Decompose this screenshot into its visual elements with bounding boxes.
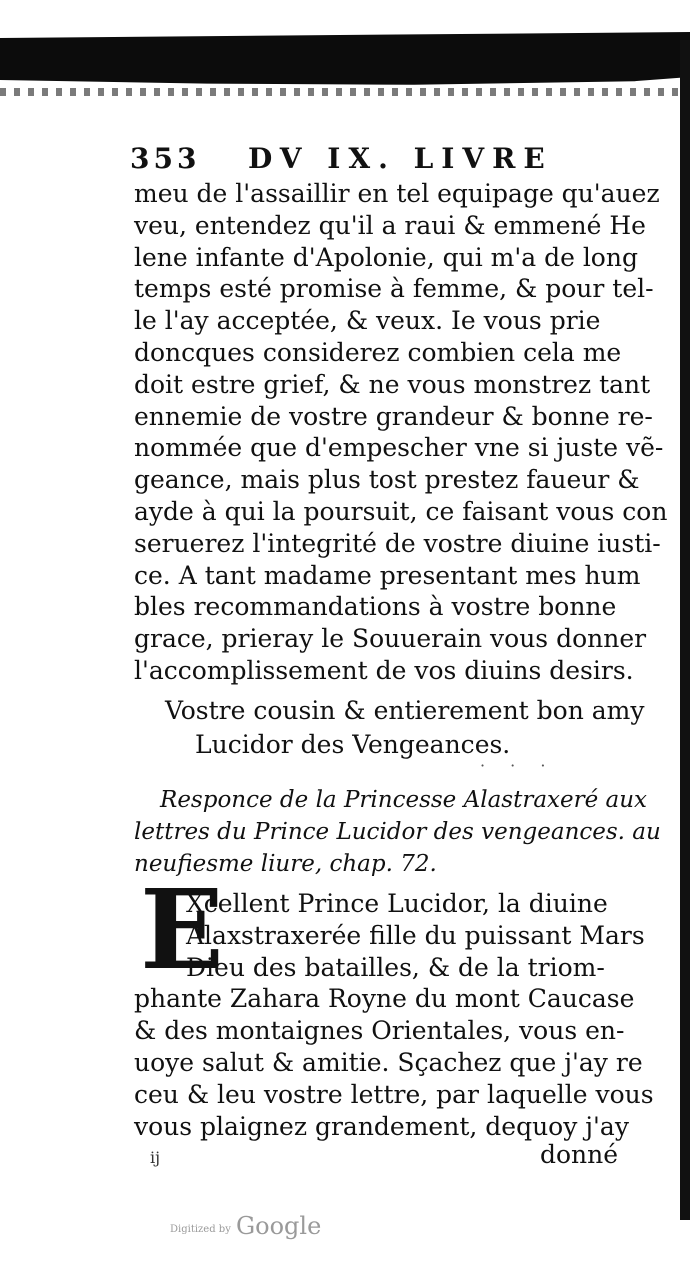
text-line: Dieu des batailles, & de la triom- bbox=[186, 952, 605, 982]
drop-cap: E bbox=[140, 865, 224, 994]
heading-line: lettres du Prince Lucidor des vengeances. au bbox=[134, 819, 661, 845]
running-head bbox=[130, 142, 610, 178]
text-line: meu de l'assaillir en tel equipage qu'auez bbox=[134, 179, 660, 208]
text-line: vous plaignez grandement, dequoy j'ay bbox=[134, 1111, 629, 1141]
text-line: nommée que d'empescher vne si juste vẽ- bbox=[134, 433, 664, 463]
text-line: phante Zahara Royne du mont Caucase bbox=[134, 984, 635, 1014]
scan-top-edge bbox=[0, 88, 690, 96]
catchword: donné bbox=[540, 1140, 619, 1169]
signature-name: Lucidor des Vengeances. bbox=[195, 730, 511, 759]
text-line: ennemie de vostre grandeur & bonne re- bbox=[134, 401, 653, 431]
letter-signature bbox=[165, 694, 645, 762]
text-line: seruerez l'integrité de vostre diuine iusti- bbox=[134, 528, 661, 558]
text-line: Alaxstraxerée fille du puissant Mars bbox=[186, 920, 645, 950]
scan-top-shadow bbox=[0, 32, 690, 92]
text-line: bles recommandations à vostre bonne bbox=[134, 592, 617, 622]
text-line: doit estre grief, & ne vous monstrez tant bbox=[134, 369, 651, 399]
heading-line: Responce de la Princesse Alastraxeré aux bbox=[160, 787, 648, 813]
chapter-heading bbox=[134, 784, 661, 880]
text-line: l'accomplissement de vos diuins desirs. bbox=[134, 655, 634, 685]
facing-page-fragments bbox=[670, 318, 684, 707]
text-line: le l'ay acceptée, & veux. Ie vous prie bbox=[134, 306, 601, 336]
watermark-brand: Google bbox=[235, 1212, 322, 1240]
text-line: lene infante d'Apolonie, qui m'a de long bbox=[134, 242, 638, 272]
text-line: & des montaignes Orientales, vous en- bbox=[134, 1016, 625, 1046]
text-line: grace, prieray le Souuerain vous donner bbox=[134, 624, 647, 654]
text-line: ce. A tant madame presentant mes hum bbox=[134, 560, 641, 590]
letter-body bbox=[134, 178, 668, 687]
watermark-prefix: Digitized by bbox=[170, 1224, 231, 1235]
signature-closing: Vostre cousin & entierement bon amy bbox=[165, 696, 645, 725]
text-line: temps esté promise à femme, & pour tel- bbox=[134, 274, 654, 304]
heading-line: neufiesme liure, chap. 72. bbox=[134, 851, 437, 877]
text-line: geance, mais plus tost prestez faueur & bbox=[134, 465, 640, 495]
text-line: uoye salut & amitie. Sçachez que j'ay re bbox=[134, 1047, 643, 1077]
page-number: 353 bbox=[130, 142, 201, 175]
text-line: veu, entendez qu'il a raui & emmené He bbox=[134, 210, 646, 240]
text-line: Xcellent Prince Lucidor, la diuine bbox=[186, 889, 608, 918]
text-line: ceu & leu vostre lettre, par laquelle vous bbox=[134, 1079, 654, 1109]
text-line: doncques considerez combien cela me bbox=[134, 337, 622, 367]
section-title: DV IX. LIVRE bbox=[248, 142, 553, 175]
signature-mark: ij bbox=[150, 1148, 161, 1167]
scan-watermark bbox=[170, 1212, 321, 1240]
reply-body bbox=[134, 888, 654, 1142]
text-line: ayde à qui la poursuit, ce faisant vous con bbox=[134, 496, 668, 526]
ornament-dots: · · · bbox=[480, 756, 556, 775]
